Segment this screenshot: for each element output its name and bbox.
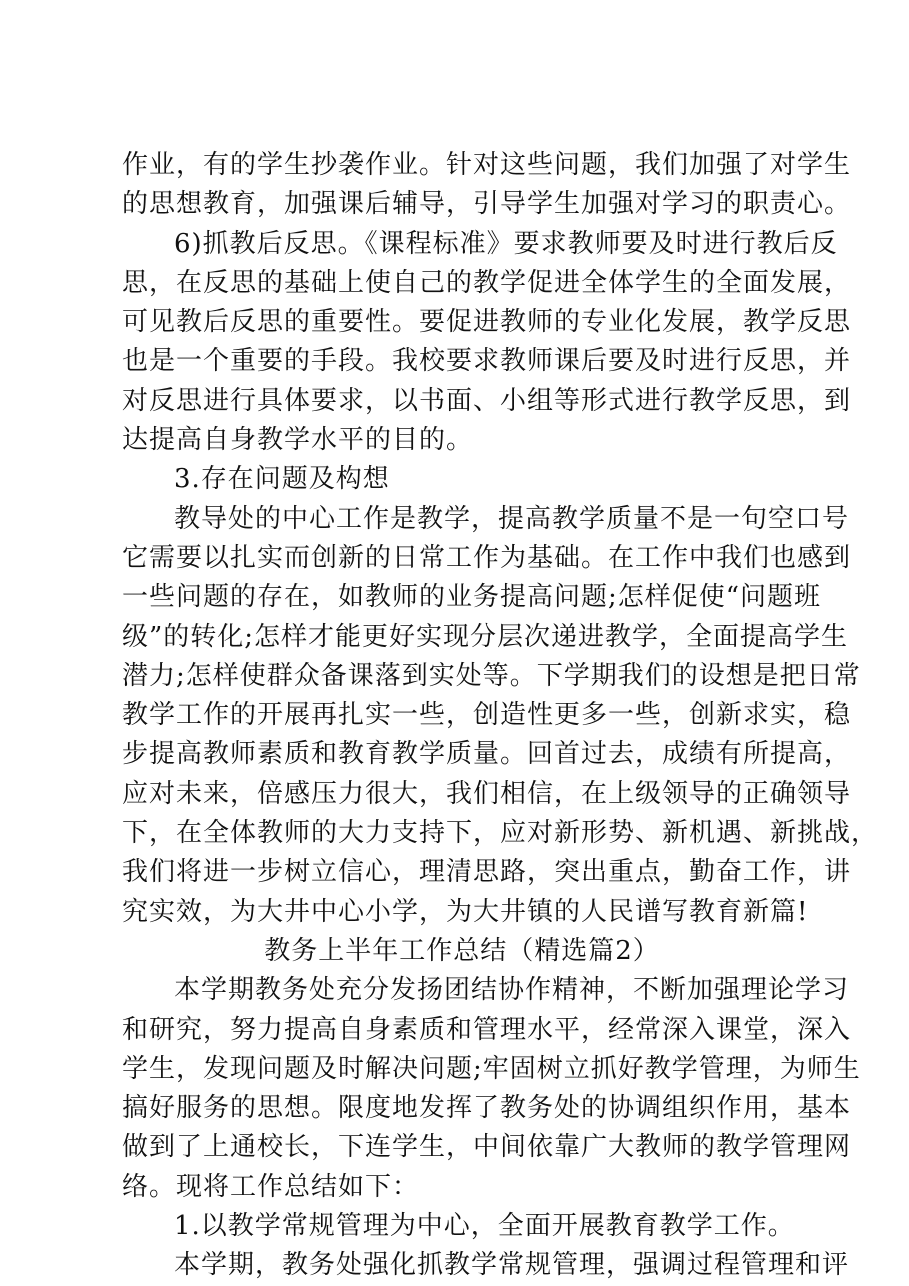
text-line: 它需要以扎实而创新的日常工作为基础。在工作中我们也感到 bbox=[122, 542, 852, 573]
text-line: 对反思进行具体要求，以书面、小组等形式进行教学反思，到 bbox=[122, 385, 852, 416]
article-title: 教务上半年工作总结（精选篇2） bbox=[264, 935, 660, 966]
text-line: 和研究，努力提高自身素质和管理水平，经常深入课堂，深入 bbox=[122, 1014, 852, 1045]
text-line: 作业，有的学生抄袭作业。针对这些问题，我们加强了对学生 bbox=[122, 150, 852, 180]
text-line: 搞好服务的思想。限度地发挥了教务处的协调组织作用，基本 bbox=[122, 1093, 852, 1124]
document-body bbox=[122, 146, 879, 1286]
text-line: 做到了上通校长，下连学生，中间依靠广大教师的教学管理网 bbox=[122, 1132, 852, 1163]
text-line: 思，在反思的基础上使自己的教学促进全体学生的全面发展， bbox=[122, 267, 852, 298]
text-line: 步提高教师素质和教育教学质量。回首过去，成绩有所提高， bbox=[122, 739, 852, 770]
text-line: 达提高自身教学水平的目的。 bbox=[122, 425, 474, 456]
text-line: 应对未来，倍感压力很大，我们相信，在上级领导的正确领导 bbox=[122, 778, 852, 809]
text-line: 潜力;怎样使群众备课落到实处等。下学期我们的设想是把日常 bbox=[122, 660, 861, 691]
text-line: 学生，发现问题及时解决问题;牢固树立抓好教学管理，为师生 bbox=[122, 1053, 861, 1084]
text-line: 络。现将工作总结如下： bbox=[122, 1171, 420, 1202]
text-line: 也是一个重要的手段。我校要求教师课后要及时进行反思，并 bbox=[122, 346, 852, 377]
section-heading: 1.以教学常规管理为中心，全面开展教育教学工作。 bbox=[174, 1211, 795, 1242]
text-line: 级”的转化;怎样才能更好实现分层次递进教学，全面提高学生 bbox=[122, 621, 849, 652]
text-line: 究实效，为大井中心小学，为大井镇的人民谱写教育新篇! bbox=[122, 896, 809, 927]
text-line: 教学工作的开展再扎实一些，创造性更多一些，创新求实，稳 bbox=[122, 700, 852, 731]
text-line: 本学期教务处充分发扬团结协作精神，不断加强理论学习 bbox=[174, 975, 850, 1006]
text-line: 下，在全体教师的大力支持下，应对新形势、新机遇、新挑战， bbox=[122, 818, 879, 849]
text-line: 可见教后反思的重要性。要促进教师的专业化发展，教学反思 bbox=[122, 307, 852, 338]
text-line: 我们将进一步树立信心，理清思路，突出重点，勤奋工作，讲 bbox=[122, 857, 852, 888]
text-line: 教导处的中心工作是教学，提高教学质量不是一句空口号 bbox=[174, 503, 850, 534]
text-line: 的思想教育，加强课后辅导，引导学生加强对学习的职责心。 bbox=[122, 189, 852, 220]
section-heading: 3.存在问题及构想 bbox=[174, 464, 390, 495]
text-line: 本学期，教务处强化抓教学常规管理，强调过程管理和评 bbox=[174, 1250, 850, 1281]
text-line: 一些问题的存在，如教师的业务提高问题;怎样促使“问题班 bbox=[122, 582, 822, 613]
text-line: 6)抓教后反思。《课程标准》要求教师要及时进行教后反 bbox=[174, 228, 838, 259]
